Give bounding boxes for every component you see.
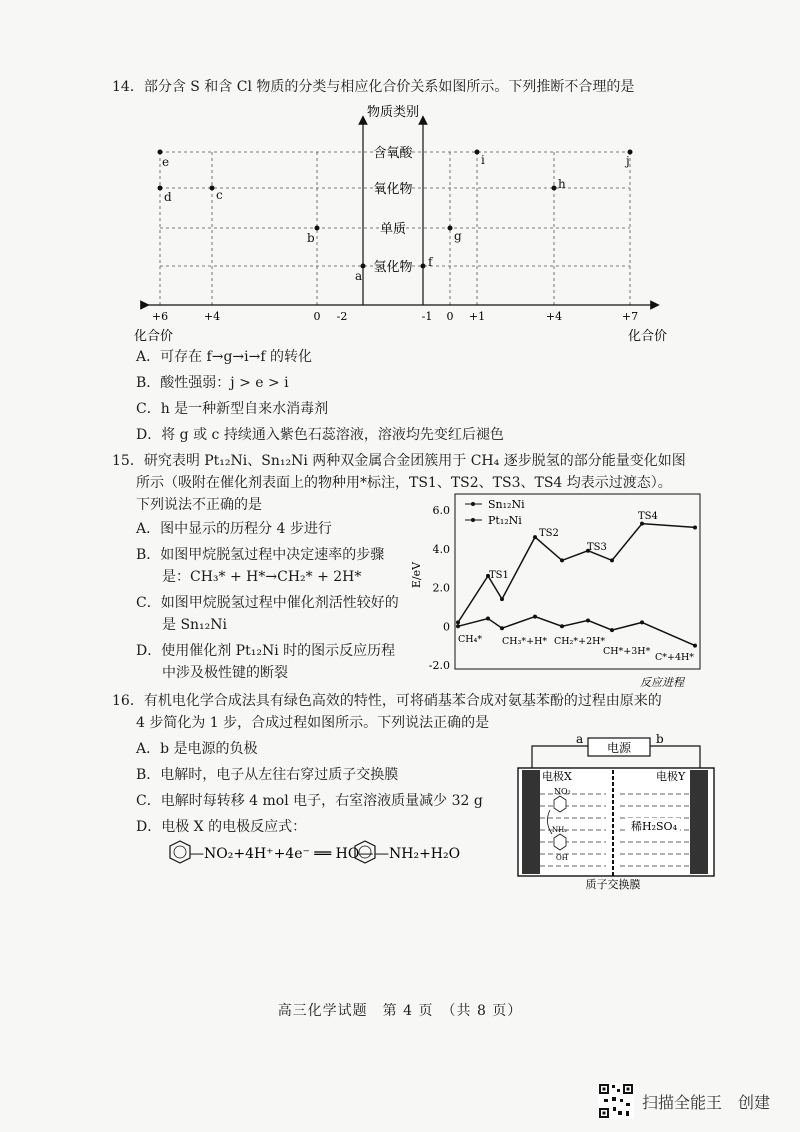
qr-code-icon (598, 1083, 634, 1119)
tick-label: -1 (421, 310, 433, 323)
y-tick-label: 4.0 (432, 542, 450, 556)
sn-data-point (500, 597, 504, 601)
species-label: CH*+3H* (603, 646, 651, 657)
pt-data-point (486, 617, 490, 621)
point-h (552, 186, 557, 191)
point-label-b: b (307, 231, 315, 245)
q15-option-b-cont: 是：CH₃* + H*→CH₂* + 2H* (162, 569, 362, 585)
species-label: CH₄* (458, 634, 483, 645)
q16-electrolysis-diagram (510, 730, 725, 890)
q14-valence-chart (130, 100, 670, 345)
q15-option-c-cont: 是 Sn₁₂Ni (162, 617, 228, 633)
x-axis-title-right: 化合价 (628, 329, 668, 344)
q15-option-a: A．图中显示的历程分 4 步进行 (136, 521, 332, 537)
point-label-j: j (626, 154, 630, 168)
benzene-ring-icon (170, 841, 190, 863)
y-axis-label: E/eV (410, 561, 423, 589)
q15-stem-line1: 15．研究表明 Pt₁₂Ni、Sn₁₂Ni 两种双金属合金团簇用于 CH₄ 逐步脱氢的部分能量变化如图 (112, 453, 686, 469)
pt-data-point (560, 624, 564, 628)
pt-data-point (533, 615, 537, 619)
species-label: CH₂*+2H* (554, 636, 606, 647)
point-i (475, 150, 480, 155)
q15-stem-line3: 下列说法不正确的是 (136, 497, 262, 513)
sn-data-point (456, 620, 460, 624)
equation-right: —NH₂+H₂O (375, 846, 461, 862)
q15-option-c: C．如图甲烷脱氢过程中催化剂活性较好的 (136, 595, 399, 611)
q14-stem: 14．部分含 S 和含 Cl 物质的分类与相应化合价关系如图所示。下列推断不合理的是 (112, 79, 635, 95)
nh2-label: NH₂ (552, 826, 568, 834)
pt-data-point (586, 618, 590, 622)
point-label-g: g (454, 229, 462, 243)
y-tick-label: 2.0 (432, 581, 450, 595)
sn-data-point (560, 558, 564, 562)
species-label: C*+4H* (655, 652, 695, 663)
ts3-label: TS3 (587, 542, 607, 553)
x-axis-title-left: 化合价 (134, 329, 174, 344)
nitrobenzene-icon (554, 796, 566, 812)
tick-label: 0 (313, 310, 321, 323)
pt-data-point (610, 628, 614, 632)
legend-pt: Pt₁₂Ni (488, 514, 522, 527)
point-d (158, 186, 163, 191)
category-element: 单质 (379, 222, 407, 237)
sn-data-point (640, 522, 644, 526)
q15-stem-line2: 所示（吸附在催化剂表面上的物种用*标注，TS1、TS2、TS3、TS4 均表示过渡态）。 (136, 475, 672, 491)
category-hydride: 氢化物 (373, 260, 413, 275)
tick-label: +6 (151, 310, 169, 323)
q14-option-b: B．酸性强弱：j > e > i (136, 375, 289, 391)
electrode-y-label: 电极Y (656, 770, 686, 783)
point-label-f: f (428, 255, 433, 269)
q14-option-c: C．h 是一种新型自来水消毒剂 (136, 401, 329, 417)
sn-data-point (533, 535, 537, 539)
sn-data-point (610, 558, 614, 562)
power-label: 电源 (606, 741, 632, 755)
pt-data-point (500, 626, 504, 630)
sn-data-point (693, 525, 697, 529)
no2-label: NO₂ (554, 787, 571, 796)
q16-equation (160, 838, 480, 868)
benzene-circle-icon (174, 846, 186, 858)
ts4-label: TS4 (638, 511, 658, 522)
y-tick-label: 0 (443, 620, 450, 634)
legend-sn: Sn₁₂Ni (488, 498, 525, 511)
y-tick-label: 6.0 (432, 504, 450, 517)
tick-label: +4 (203, 310, 221, 323)
legend-marker-sn (471, 502, 475, 506)
tick-label: 0 (446, 310, 454, 323)
tick-label: +4 (545, 310, 563, 323)
page-footer: 高三化学试题 第 4 页 （共 8 页） (277, 1003, 523, 1019)
q15-energy-chart (410, 490, 710, 690)
legend-marker-pt (471, 518, 475, 522)
point-g (448, 226, 453, 231)
x-axis-label: 反应进程 (640, 676, 684, 689)
tick-label: +1 (468, 310, 486, 323)
q15-option-b: B．如图甲烷脱氢过程中决定速率的步骤 (136, 547, 385, 563)
point-label-h: h (558, 177, 566, 191)
equation-left: —NO₂+4H⁺+4e⁻ ══ HO— (190, 846, 374, 862)
terminal-b: b (656, 732, 664, 746)
terminal-a: a (576, 732, 584, 746)
electrode-x-label: 电极X (542, 770, 572, 783)
point-label-c: c (216, 188, 223, 202)
pt-data-point (640, 620, 644, 624)
q16-option-a: A．b 是电源的负极 (136, 741, 258, 757)
point-a (361, 264, 366, 269)
pt-data-point (693, 644, 697, 648)
scanner-brand: 扫描全能王 创建 (642, 1093, 771, 1112)
species-label: CH₃*+H* (502, 636, 548, 647)
point-label-i: i (481, 153, 485, 167)
ts2-label: TS2 (539, 528, 559, 539)
ts1-label: TS1 (489, 570, 509, 581)
tick-label: -2 (336, 310, 348, 323)
point-e (158, 150, 163, 155)
tick-label: +7 (621, 310, 639, 323)
q14-option-a: A．可存在 f→g→i→f 的转化 (136, 349, 313, 365)
y-tick-label: -2.0 (428, 659, 450, 672)
aminophenol-icon (554, 834, 566, 850)
q16-stem-line2: 4 步简化为 1 步，合成过程如图所示。下列说法正确的是 (136, 715, 490, 731)
membrane-label: 质子交换膜 (585, 878, 641, 890)
point-c (210, 186, 215, 191)
pt-data-point (456, 624, 460, 628)
oh-label: OH (556, 854, 568, 862)
point-label-e: e (162, 155, 170, 169)
q16-option-d: D．电极 X 的电极反应式： (136, 819, 307, 835)
q14-option-d: D．将 g 或 c 持续通入紫色石蕊溶液，溶液均先变红后褪色 (136, 427, 504, 443)
q16-stem-line1: 16．有机电化学合成法具有绿色高效的特性，可将硝基苯合成对氨基苯酚的过程由原来的 (112, 693, 662, 709)
electrode-x (522, 770, 540, 874)
point-label-a: a (355, 269, 363, 283)
point-b (315, 226, 320, 231)
category-oxyacid: 含氧酸 (373, 146, 413, 161)
q16-option-b: B．电解时，电子从左往右穿过质子交换膜 (136, 767, 399, 783)
category-oxide: 氧化物 (373, 182, 413, 197)
y-axis-title: 物质类别 (366, 105, 420, 120)
electrode-y (690, 770, 708, 874)
point-label-d: d (164, 190, 172, 204)
q15-option-d: D．使用催化剂 Pt₁₂Ni 时的图示反应历程 (136, 643, 396, 659)
q16-option-c: C．电解时每转移 4 mol 电子，右室溶液质量减少 32 g (136, 793, 483, 809)
q15-option-d-cont: 中涉及极性键的断裂 (162, 665, 288, 681)
point-f (421, 264, 426, 269)
acid-label: 稀H₂SO₄ (631, 820, 677, 833)
